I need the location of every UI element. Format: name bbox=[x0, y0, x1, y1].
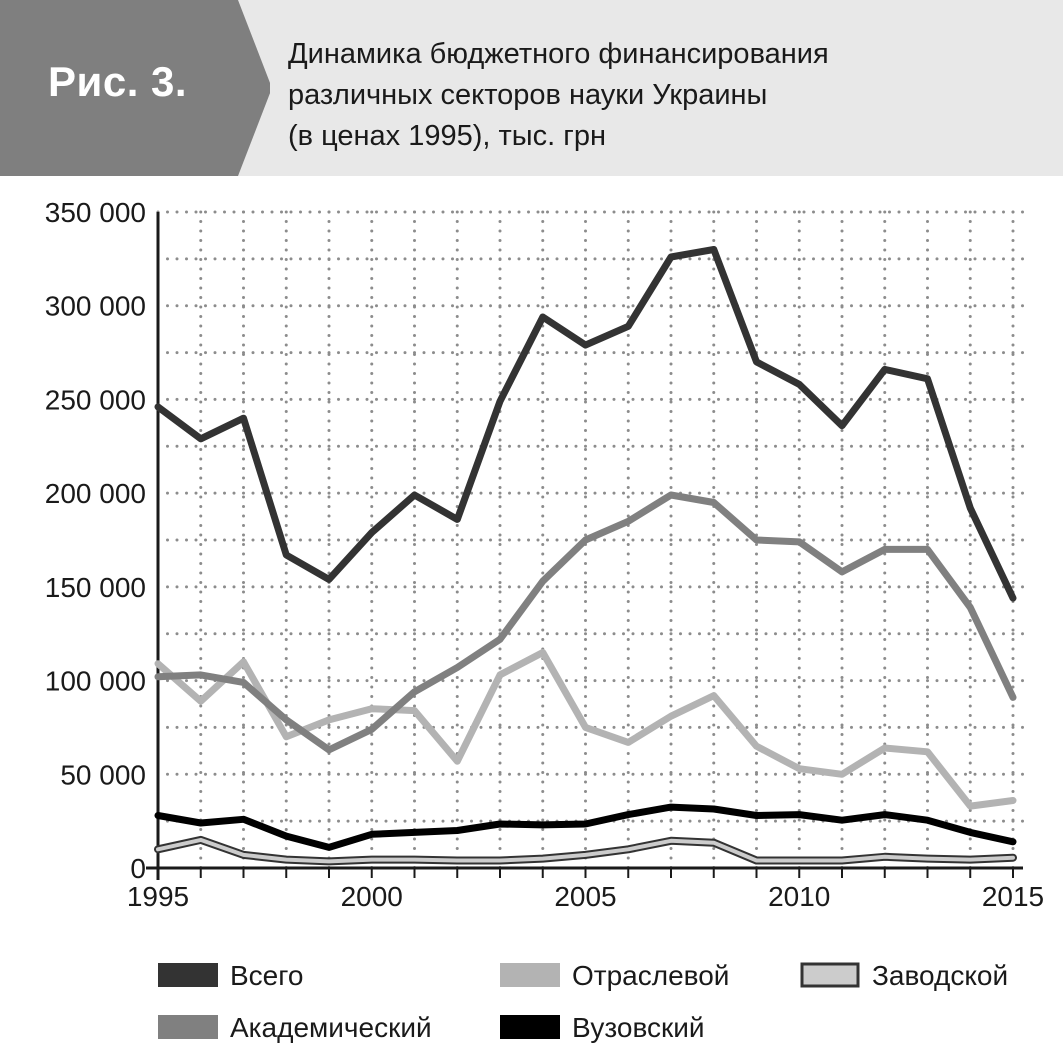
legend-item bbox=[500, 1012, 705, 1043]
series-Заводской bbox=[158, 840, 1013, 862]
legend bbox=[158, 960, 1008, 1043]
series-line bbox=[158, 807, 1013, 847]
y-tick-label: 150 000 bbox=[44, 571, 146, 603]
chart-title-line: различных секторов науки Украины bbox=[288, 79, 768, 111]
y-tick-label: 200 000 bbox=[44, 478, 146, 510]
legend-item bbox=[500, 960, 729, 991]
legend-label: Заводской bbox=[872, 960, 1009, 991]
legend-swatch bbox=[158, 1015, 218, 1039]
x-tick-label: 1995 bbox=[126, 881, 190, 912]
series-line bbox=[158, 495, 1013, 750]
legend-swatch bbox=[500, 963, 560, 987]
y-tick-label: 350 000 bbox=[44, 197, 146, 228]
legend-swatch bbox=[500, 1015, 560, 1039]
x-tick-label: 2015 bbox=[981, 881, 1045, 912]
y-tick-label: 50 000 bbox=[60, 759, 146, 791]
legend-swatch bbox=[802, 964, 858, 986]
legend-item bbox=[158, 1012, 432, 1043]
chart-title-line: (в ценах 1995), тыс. грн bbox=[288, 120, 606, 152]
legend-label: Отраслевой bbox=[572, 960, 730, 991]
chart-title-line: Динамика бюджетного финансирования bbox=[288, 38, 829, 70]
legend-label: Академический bbox=[230, 1012, 432, 1043]
series-Академический bbox=[158, 495, 1013, 750]
series-Вузовский bbox=[158, 807, 1013, 847]
y-tick-label: 250 000 bbox=[44, 384, 146, 416]
y-tick-label: 300 000 bbox=[44, 290, 146, 322]
axes bbox=[45, 197, 1044, 912]
legend-label: Всего bbox=[230, 960, 304, 991]
x-tick-label: 2005 bbox=[554, 881, 617, 912]
legend-label: Вузовский bbox=[572, 1012, 705, 1043]
figure-label: Рис. 3. bbox=[48, 58, 188, 105]
x-tick-label: 2000 bbox=[340, 881, 403, 912]
y-tick-label: 100 000 bbox=[44, 665, 146, 697]
legend-item bbox=[158, 960, 303, 991]
y-tick-label: 0 bbox=[130, 853, 146, 884]
legend-item bbox=[802, 960, 1008, 991]
legend-swatch bbox=[158, 963, 218, 987]
x-tick-label: 2010 bbox=[768, 881, 831, 912]
